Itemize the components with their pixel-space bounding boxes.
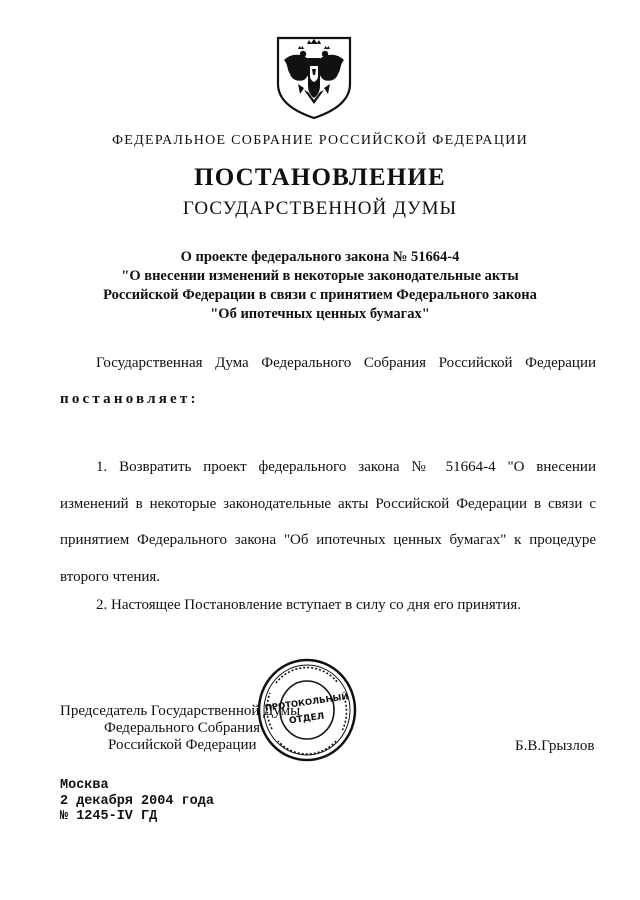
- preamble-text: Государственная Дума Федерального Собрания Российской Федерации: [96, 355, 596, 371]
- footer-date: 2 декабря 2004 года: [60, 793, 214, 809]
- item-1-line: изменений в некоторые законодательные акты Российской Федерации в связи с: [60, 495, 596, 512]
- coat-of-arms-emblem: [274, 34, 354, 120]
- signatory-name: Б.В.Грызлов: [515, 738, 595, 754]
- signatory-title-line: Председатель Государственной Думы: [60, 703, 301, 719]
- document-subject: [0, 248, 640, 324]
- decision-word: постановляет:: [60, 391, 199, 407]
- signatory-title-line: Российской Федерации: [108, 737, 257, 753]
- organization-heading: ФЕДЕРАЛЬНОЕ СОБРАНИЕ РОССИЙСКОЙ ФЕДЕРАЦИИ: [111, 133, 529, 148]
- subject-line: "О внесении изменений в некоторые законодательные акты: [121, 268, 519, 284]
- signatory-title-line: Федерального Собрания: [104, 720, 261, 736]
- document-type-title: ПОСТАНОВЛЕНИЕ: [194, 164, 446, 191]
- footer-number: № 1245-IV ГД: [60, 809, 158, 824]
- subject-line: "Об ипотечных ценных бумагах": [210, 306, 430, 322]
- item-1-line: 1. Возвратить проект федерального закона № 51664-4 "О внесении: [96, 459, 596, 475]
- subject-line: Российской Федерации в связи с принятием Федерального закона: [103, 287, 537, 303]
- subject-line: О проекте федерального закона № 51664-4: [180, 249, 460, 265]
- item-1-line: второго чтения.: [60, 568, 161, 585]
- document-footer: [60, 778, 214, 825]
- item-1-line: принятием Федерального закона "Об ипотечных ценных бумагах" к процедуре: [60, 532, 596, 548]
- resolution-item-1: [60, 455, 596, 601]
- document-issuer-title: ГОСУДАРСТВЕННОЙ ДУМЫ: [182, 198, 458, 219]
- stamp-center-bottom: ОТДЕЛ: [288, 711, 325, 727]
- stamp-center-top: ПРОТОКОЛЬНЫЙ: [264, 692, 350, 714]
- footer-city: Москва: [60, 778, 109, 793]
- resolution-item-2: 2. Настоящее Постановление вступает в силу со дня его принятия.: [96, 597, 522, 613]
- official-stamp: [256, 657, 358, 763]
